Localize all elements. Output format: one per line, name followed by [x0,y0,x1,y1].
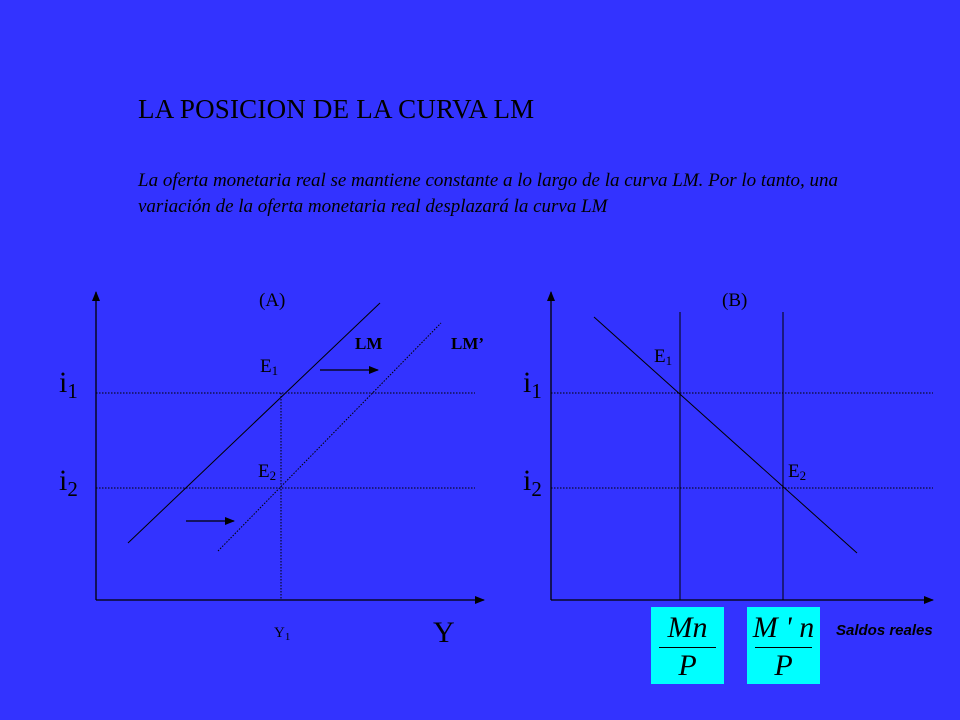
panel-a-y1-label: $Y_1$ [274,625,291,643]
panel-b-e2-label: E2 [788,461,807,483]
fraction-denominator: P [678,649,697,682]
panel-b-x-axis-label: Saldos reales [836,622,933,639]
panel-b-i1-label: $i_1$ [523,366,542,403]
panel-a [59,290,484,649]
panel-a-i1-label: $i_1$ [59,366,78,403]
panel-b-i2-label: $i_2$ [523,464,542,501]
panel-a-i2-label: $i_2$ [59,464,78,501]
fraction-bar [755,647,812,648]
page-title: LA POSICION DE LA CURVA LM [138,94,535,124]
panel-b-label: (B) [722,290,748,311]
panel-b-e1-label: E1 [654,346,673,368]
panel-a-lm-prime-curve [218,323,441,551]
panel-b [523,290,933,600]
fraction-mn-over-p [651,607,724,684]
real-money-box-1 [651,607,724,684]
fraction-denominator: P [774,649,793,682]
fraction-m-prime-n-over-p [747,607,820,684]
real-money-box-2 [747,607,820,684]
fraction-numerator: Mn [667,611,708,644]
fraction-numerator: M ' n [752,611,815,644]
panel-a-lm-prime-label: LM’ [451,334,485,353]
fraction-bar [659,647,716,648]
panel-b-money-demand-curve [594,317,857,553]
panel-a-x-axis-label: Y [433,616,455,649]
description-paragraph: La oferta monetaria real se mantiene constante a lo largo de la curva LM. Por lo tanto, una variación de la oferta monetaria real desplazará la curva LM [138,170,838,217]
panel-a-lm-label: LM [355,334,383,353]
panel-a-e2-label: E2 [258,461,277,483]
panel-a-label: (A) [259,290,286,311]
panel-a-e1-label: E1 [260,356,279,378]
panel-a-lm-curve [128,303,383,543]
